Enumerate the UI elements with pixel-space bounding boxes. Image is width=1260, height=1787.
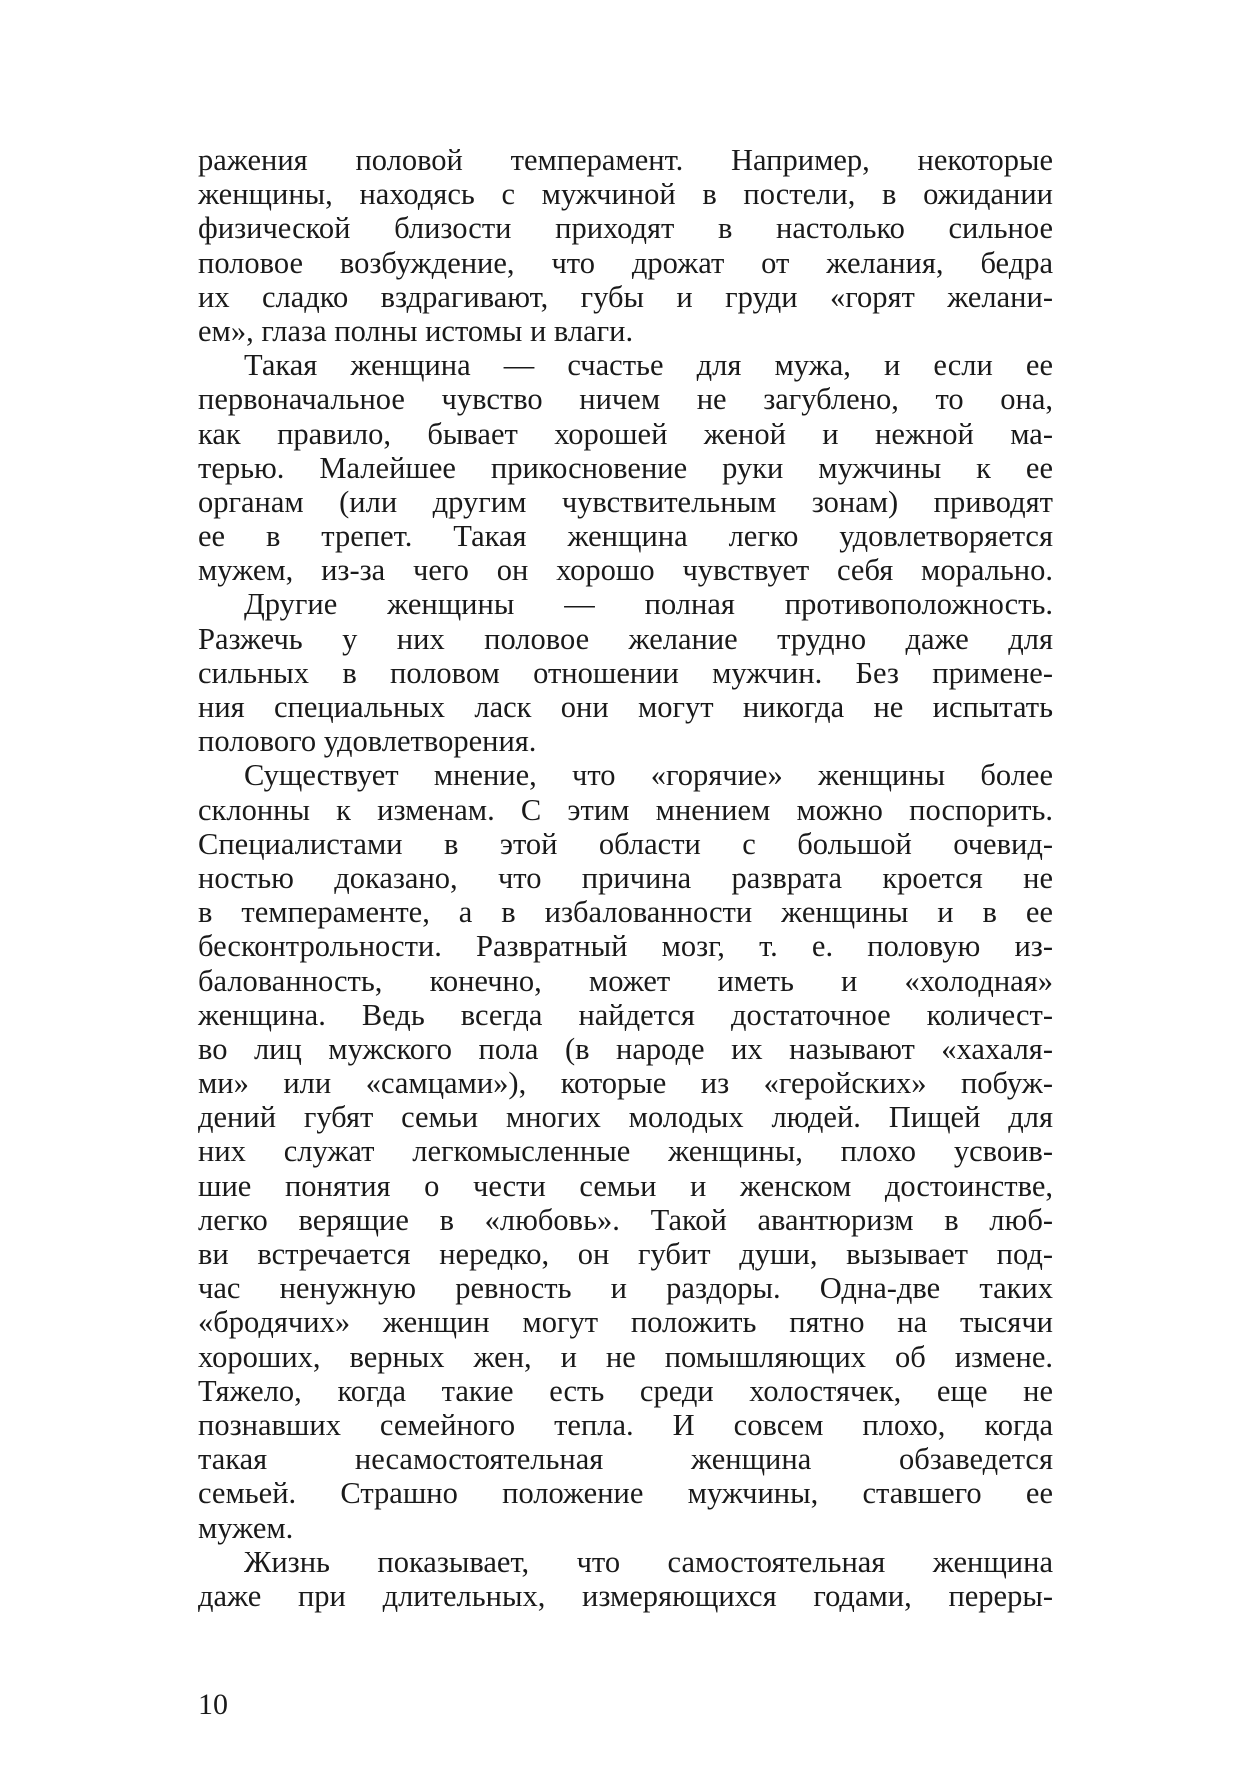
text-line: склонны к изменам. С этим мнением можно поспорить.: [198, 792, 1053, 827]
body-text: [198, 143, 1053, 1613]
text-line: хороших, верных жен, и не помышляющих об измене.: [198, 1339, 1053, 1374]
text-line: легко верящие в «любовь». Такой авантюризм в люб-: [198, 1202, 1053, 1237]
text-line: в темпераменте, а в избалованности женщины и в ее: [198, 895, 1053, 930]
text-line: во лиц мужского пола (в народе их называют «хахаля-: [198, 1031, 1053, 1066]
text-line: ее в трепет. Такая женщина легко удовлетворяется: [198, 519, 1053, 554]
text-line: такая несамостоятельная женщина обзаведется: [198, 1442, 1053, 1477]
text-line: семьей. Страшно положение мужчины, ставшего ее: [198, 1476, 1053, 1511]
text-line: ми» или «самцами»), которые из «геройских» побуж-: [198, 1066, 1053, 1101]
text-line: органам (или другим чувствительным зонам) приводят: [198, 484, 1053, 519]
text-line: ражения половой темперамент. Например, некоторые: [198, 143, 1053, 177]
text-line: бесконтрольности. Развратный мозг, т. е. половую из-: [198, 929, 1053, 964]
text-line: Другие женщины — полная противоположность.: [244, 587, 1053, 622]
text-line: мужем, из-за чего он хорошо чувствует себя морально.: [198, 553, 1053, 588]
text-line: ностью доказано, что причина разврата кроется не: [198, 860, 1053, 895]
text-line: познавших семейного тепла. И совсем плохо, когда: [198, 1407, 1053, 1442]
text-line: них служат легкомысленные женщины, плохо усвоив-: [198, 1134, 1053, 1169]
text-line: первоначальное чувство ничем не загублено, то она,: [198, 382, 1053, 417]
text-line: женщина. Ведь всегда найдется достаточное количест-: [198, 997, 1053, 1032]
text-line: балованность, конечно, может иметь и «холодная»: [198, 963, 1053, 998]
text-line: Специалистами в этой области с большой очевид-: [198, 826, 1053, 861]
text-line: час ненужную ревность и раздоры. Одна-две таких: [198, 1271, 1053, 1306]
text-line: Такая женщина — счастье для мужа, и если ее: [244, 348, 1053, 383]
text-line: сильных в половом отношении мужчин. Без примене-: [198, 655, 1053, 690]
text-line: женщины, находясь с мужчиной в постели, в ожидании: [198, 177, 1053, 212]
text-line: половое возбуждение, что дрожат от желания, бедра: [198, 245, 1053, 280]
text-line: Жизнь показывает, что самостоятельная женщина: [244, 1544, 1053, 1579]
text-line: Тяжело, когда такие есть среди холостячек, еще не: [198, 1373, 1053, 1408]
text-line: ви встречается нередко, он губит души, вызывает под-: [198, 1237, 1053, 1271]
text-line: как правило, бывает хорошей женой и нежной ма-: [198, 416, 1053, 451]
text-line: шие понятия о чести семьи и женском достоинстве,: [198, 1168, 1053, 1203]
page-number: 10: [198, 1688, 228, 1721]
text-line: «бродячих» женщин могут положить пятно на тысячи: [198, 1305, 1053, 1340]
text-line: полового удовлетворения.: [198, 724, 537, 759]
text-line: Существует мнение, что «горячие» женщины более: [244, 758, 1053, 793]
text-line: дений губят семьи многих молодых людей. Пищей для: [198, 1100, 1053, 1135]
text-line: ния специальных ласк они могут никогда не испытать: [198, 690, 1053, 724]
text-line: Разжечь у них половое желание трудно даже для: [198, 621, 1053, 656]
text-line: мужем.: [198, 1510, 294, 1545]
text-line: физической близости приходят в настолько сильное: [198, 211, 1053, 246]
text-line: ем», глаза полны истомы и влаги.: [198, 313, 634, 348]
text-line: даже при длительных, измеряющихся годами, переры-: [198, 1578, 1053, 1613]
text-line: терью. Малейшее прикосновение руки мужчины к ее: [198, 450, 1053, 485]
text-line: их сладко вздрагивают, губы и груди «горят желани-: [198, 279, 1053, 314]
